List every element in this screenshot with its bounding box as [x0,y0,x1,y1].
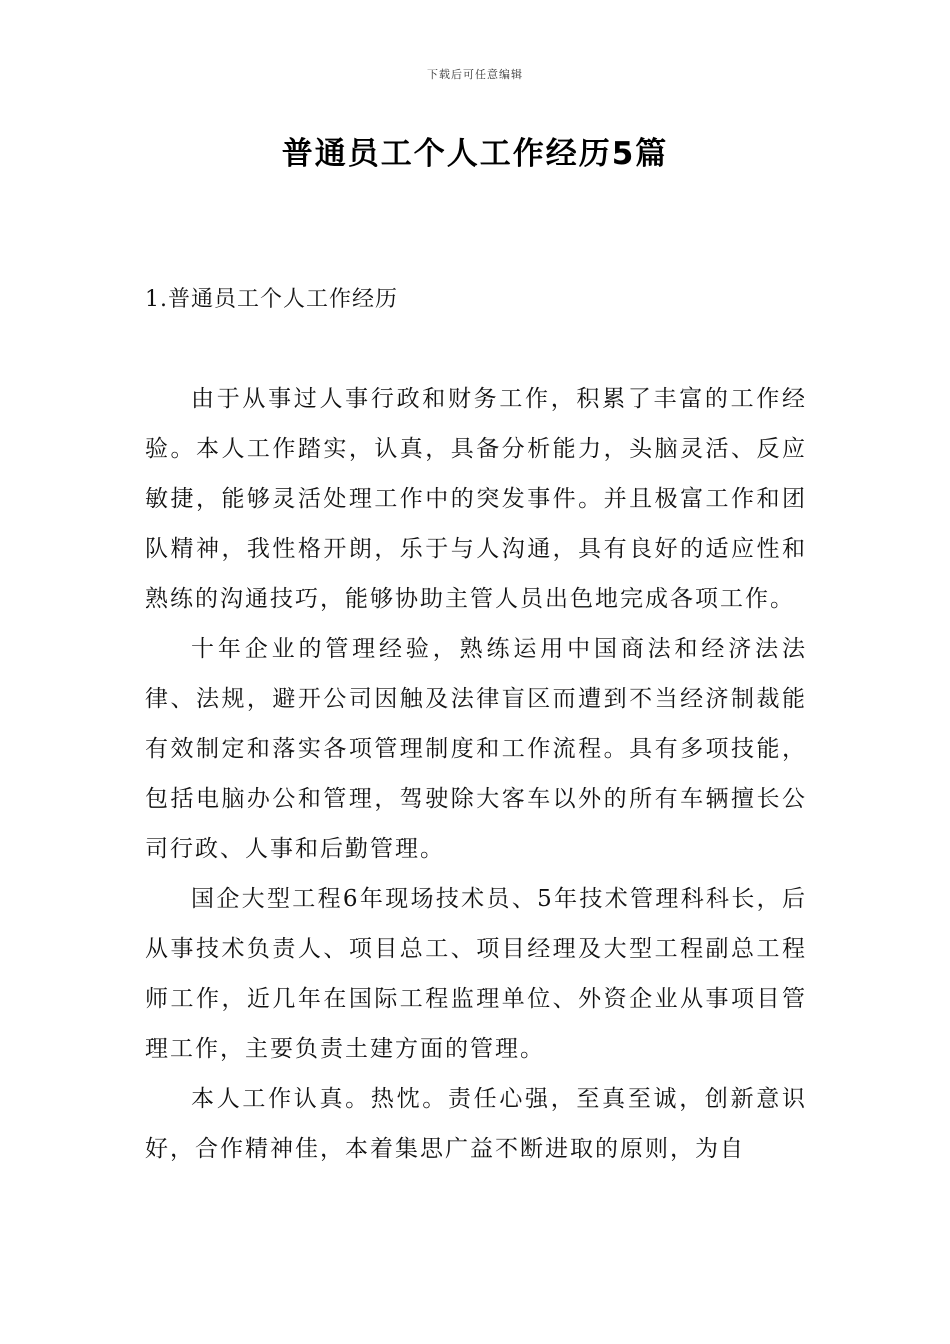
paragraph-1: 由于从事过人事行政和财务工作，积累了丰富的工作经验。本人工作踏实，认真，具备分析能力，头脑灵活、反应敏捷，能够灵活处理工作中的突发事件。并且极富工作和团队精神，我性格开朗，乐于与人沟通，具有良好的适应性和熟练的沟通技巧，能够协助主管人员出色地完成各项工作。 [145,386,807,612]
document-title: 普通员工个人工作经历5篇 [281,136,669,172]
paragraph-4: 本人工作认真。热忱。责任心强，至真至诚，创新意识好，合作精神佳，本着集思广益不断进取的原则，为自 [145,1086,807,1162]
section-heading: 1.普通员工个人工作经历 [145,287,398,312]
paragraph-3: 国企大型工程6年现场技术员、5年技术管理科科长，后从事技术负责人、项目总工、项目经理及大型工程副总工程师工作，近几年在国际工程监理单位、外资企业从事项目管理工作，主要负责土建方面的管理。 [145,886,807,1062]
header-note: 下载后可任意编辑 [427,68,523,81]
body-text [145,374,807,1174]
paragraph-2: 十年企业的管理经验，熟练运用中国商法和经济法法律、法规，避开公司因触及法律盲区而遭到不当经济制裁能有效制定和落实各项管理制度和工作流程。具有多项技能，包括电脑办公和管理，驾驶除大客车以外的所有车辆擅长公司行政、人事和后勤管理。 [145,636,807,862]
